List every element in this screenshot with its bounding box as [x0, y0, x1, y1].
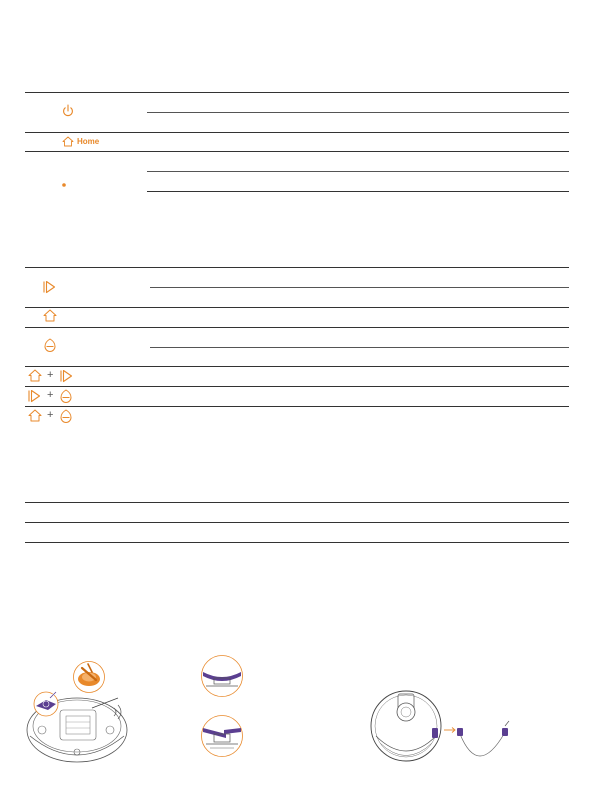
bumper-cord-icon [442, 718, 514, 760]
table-1-row-rule [25, 132, 569, 133]
plus-sign: + [47, 389, 54, 401]
table-3-top-rule [25, 502, 569, 503]
home-label: Home [77, 137, 100, 146]
power-icon [62, 104, 74, 118]
play-clean-icon [59, 369, 73, 383]
plus-sign: + [47, 369, 54, 381]
home-icon [28, 369, 42, 382]
play-clean-icon [27, 389, 41, 403]
home-icon [62, 136, 74, 147]
spot-clean-icon [60, 409, 72, 423]
home-icon [43, 309, 57, 322]
table-3-row-rule [25, 522, 569, 523]
robot-underside-brush-icon [22, 688, 132, 766]
play-clean-icon [42, 280, 56, 294]
table-3-bottom-rule [25, 542, 569, 543]
spot-clean-icon [44, 338, 56, 352]
home-icon [28, 409, 42, 422]
table-1-row-rule [25, 151, 569, 152]
table-2-row-rule [25, 366, 569, 367]
table-2-row-rule [25, 386, 569, 387]
spot-clean-icon [60, 389, 72, 403]
table-1-inner-rule [147, 112, 569, 113]
table-2-inner-rule [150, 287, 569, 288]
brush-install-top-icon [200, 654, 244, 698]
dot-indicator-icon [61, 182, 67, 188]
plus-sign: + [47, 409, 54, 421]
table-2-row-rule [25, 327, 569, 328]
robot-top-view-icon [368, 688, 444, 764]
side-brush-detail-icon [72, 660, 106, 694]
table-2-bottom-rule [25, 406, 569, 407]
table-2-inner-rule [150, 347, 569, 348]
table-1-inner-rule [147, 171, 569, 172]
brush-install-bottom-icon [200, 714, 244, 758]
table-2-top-rule [25, 267, 569, 268]
table-2-row-rule [25, 307, 569, 308]
table-1-bottom-rule [147, 191, 569, 192]
table-1-top-rule [25, 92, 569, 93]
